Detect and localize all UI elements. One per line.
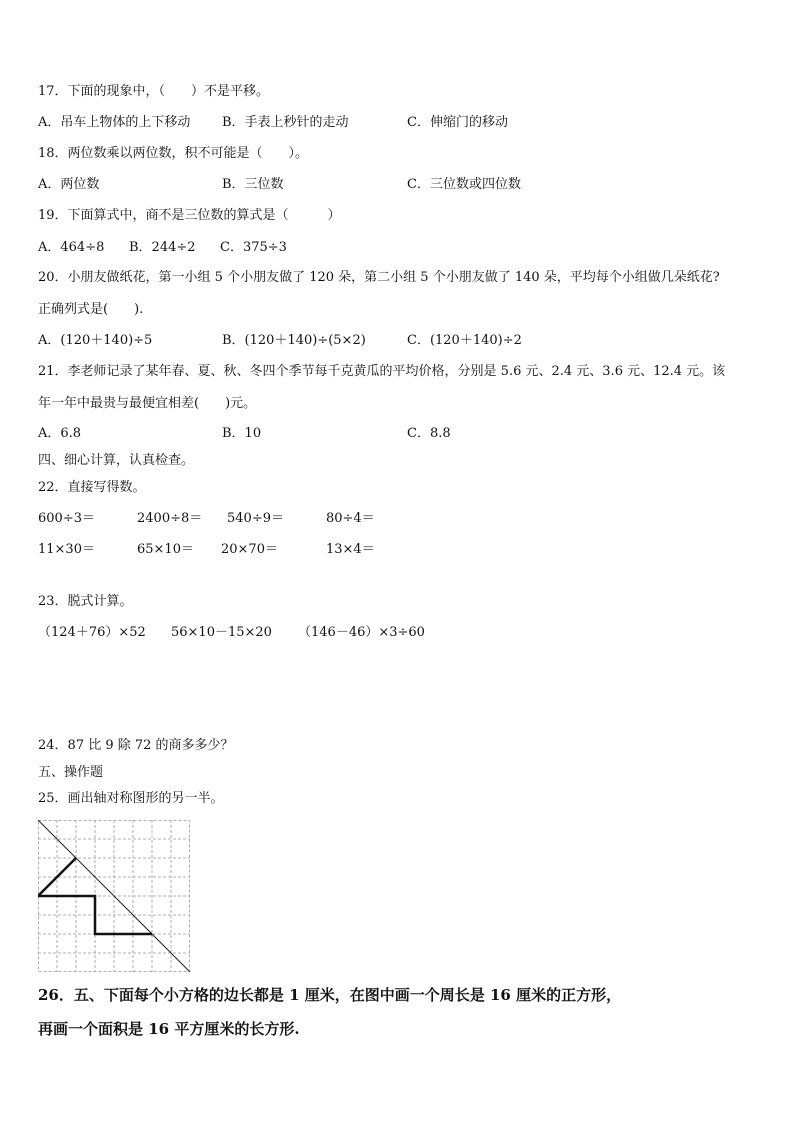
q17-option-c: C．伸缩门的移动 — [407, 115, 508, 130]
q22-item: 20×70＝ — [221, 542, 278, 557]
q19-option-c: C．375÷3 — [220, 240, 287, 255]
q17-stem: 17．下面的现象中，（ ）不是平移。 — [38, 84, 270, 99]
q22-item: 80÷4＝ — [326, 511, 375, 526]
q26-stem-line2: 再画一个面积是 16 平方厘米的长方形. — [38, 1020, 300, 1038]
q18-option-b: B．三位数 — [222, 177, 284, 192]
q25-stem: 25．画出轴对称图形的另一半。 — [38, 791, 224, 806]
q21-option-a: A．6.8 — [38, 426, 82, 441]
q24-stem: 24．87 比 9 除 72 的商多多少？ — [38, 738, 234, 753]
q23-stem: 23．脱式计算。 — [38, 594, 133, 609]
q22-item: 13×4＝ — [326, 542, 375, 557]
q22-item: 540÷9＝ — [227, 511, 284, 526]
q22-stem: 22．直接写得数。 — [38, 480, 146, 495]
q22-item: 11×30＝ — [38, 542, 95, 557]
section-five-heading: 五、操作题 — [38, 765, 104, 780]
q20-option-a: A．(120＋140)÷5 — [38, 333, 153, 348]
q23-item: 56×10－15×20 — [171, 625, 272, 640]
q21-stem-line2: 年一年中最贵与最便宜相差( )元。 — [38, 396, 257, 411]
q18-stem: 18．两位数乘以两位数，积不可能是（ ）。 — [38, 146, 309, 161]
q19-option-b: B．244÷2 — [129, 240, 196, 255]
q21-stem-line1: 21．李老师记录了某年春、夏、秋、冬四个季节每千克黄瓜的平均价格，分别是 5.6 元、2.4 元、3.6 元、12.4 元。该 — [38, 364, 726, 379]
q21-option-c: C．8.8 — [407, 426, 451, 441]
q23-item: （124＋76）×52 — [38, 625, 146, 640]
q23-item: （146－46）×3÷60 — [298, 625, 425, 640]
q26-stem-line1: 26．五、下面每个小方格的边长都是 1 厘米，在图中画一个周长是 16 厘米的正方形， — [38, 986, 622, 1004]
q17-option-a: A．吊车上物体的上下移动 — [38, 115, 191, 130]
q21-option-b: B．10 — [222, 426, 262, 441]
q20-stem-line1: 20．小朋友做纸花，第一小组 5 个小朋友做了 120 朵，第二小组 5 个小朋友做了 140 朵，平均每个小组做几朵纸花? — [38, 270, 720, 285]
q22-item: 2400÷8＝ — [137, 511, 203, 526]
q18-option-c: C．三位数或四位数 — [407, 177, 521, 192]
q19-stem: 19．下面算式中，商不是三位数的算式是（ ） — [38, 208, 341, 223]
q20-option-c: C．(120＋140)÷2 — [407, 333, 522, 348]
q22-item: 600÷3＝ — [38, 511, 95, 526]
q17-option-b: B．手表上秒针的走动 — [222, 115, 349, 130]
symmetry-grid-figure — [38, 820, 192, 978]
q18-option-a: A．两位数 — [38, 177, 100, 192]
q19-option-a: A．464÷8 — [38, 240, 105, 255]
q20-stem-line2: 正确列式是( ). — [38, 302, 144, 317]
q20-option-b: B．(120＋140)÷(5×2) — [222, 333, 366, 348]
section-four-heading: 四、细心计算，认真检查。 — [38, 453, 195, 468]
q22-item: 65×10＝ — [137, 542, 194, 557]
